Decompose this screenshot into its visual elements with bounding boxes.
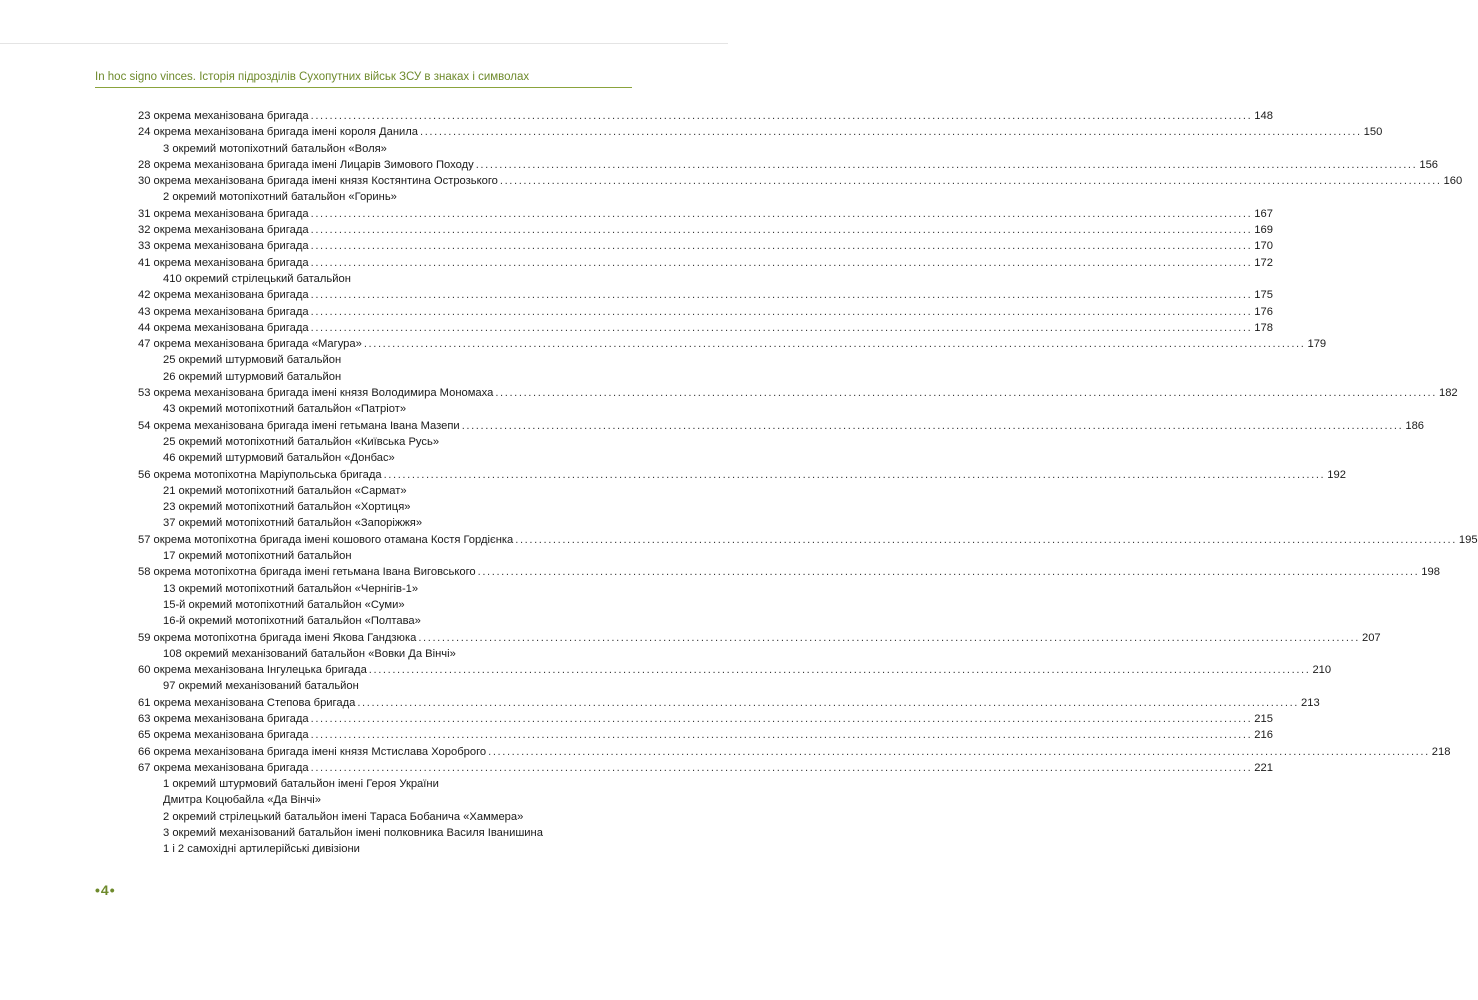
dot-leader: ........................................................................................................................................................................................................ [383, 468, 1326, 481]
running-header: In hoc signo vinces. Історія підрозділів Сухопутних військ ЗСУ в знаках і символах [95, 71, 530, 83]
dot-leader: ........................................................................................................................................................................................................ [499, 175, 1442, 188]
toc-entry [138, 548, 612, 564]
toc-entry [138, 434, 612, 450]
toc-entry [138, 336, 1327, 352]
toc-entry [138, 564, 1440, 580]
toc-entry-title: 97 окремий механізований батальйон [163, 680, 359, 693]
toc-entry [138, 825, 612, 841]
toc-entry [138, 662, 1332, 678]
toc-entry-title: 2 окремий мотопіхотний батальйон «Горинь» [163, 191, 397, 204]
dot-leader: ........................................................................................................................................................................................................ [310, 712, 1253, 725]
toc-entry-page: 218 [1431, 745, 1451, 758]
toc-entry-title: 65 окрема механізована бригада [138, 729, 309, 742]
toc-entry-title: 60 окрема механізована Інгулецька бригада [138, 664, 367, 677]
toc-entry [138, 711, 1273, 727]
toc-entry [138, 727, 1273, 743]
toc-entry [138, 369, 612, 385]
dot-leader: ........................................................................................................................................................................................................ [310, 321, 1253, 334]
toc-entry-title: 1 і 2 самохідні артилерійські дивізіони [163, 843, 360, 856]
toc-entry [138, 352, 612, 368]
toc-entry-title: 25 окремий мотопіхотний батальйон «Київська Русь» [163, 435, 440, 448]
dot-leader: ........................................................................................................................................................................................................ [495, 387, 1437, 400]
toc-entry-title: 58 окрема мотопіхотна бригада імені гетьмана Івана Виговського [138, 566, 476, 579]
toc-entry-title: 28 окрема механізована бригада імені Лицарів Зимового Походу [138, 158, 474, 171]
dot-leader: ........................................................................................................................................................................................................ [357, 696, 1299, 709]
page-number: •4• [95, 882, 116, 898]
toc-entry-page: 210 [1312, 664, 1332, 677]
toc-entry-title: 46 окремий штурмовий батальйон «Донбас» [163, 452, 395, 465]
toc-entry-title: 108 окремий механізований батальйон «Вовки Да Вінчі» [163, 647, 456, 660]
toc-entry [138, 515, 612, 531]
toc-entry [138, 695, 1320, 711]
toc-entry-page: 216 [1254, 729, 1273, 742]
toc-entry-page: 150 [1363, 126, 1383, 139]
dot-leader: ........................................................................................................................................................................................................ [310, 256, 1253, 269]
toc-entry [138, 206, 1273, 222]
toc-entry [138, 776, 612, 792]
toc-entry-page: 156 [1419, 158, 1439, 171]
toc-entry-page: 169 [1254, 224, 1273, 237]
dot-leader: ........................................................................................................................................................................................................ [310, 224, 1253, 237]
dot-leader: ........................................................................................................................................................................................................ [310, 305, 1253, 318]
dot-leader: ........................................................................................................................................................................................................ [515, 533, 1457, 546]
toc-entry [138, 630, 1381, 646]
toc-entry [138, 792, 612, 808]
toc-entry-title: 33 окрема механізована бригада [138, 240, 309, 253]
toc-entry-title: 25 окремий штурмовий батальйон [163, 354, 342, 367]
toc-entry-title: 42 окрема механізована бригада [138, 289, 309, 302]
toc-entry-title: 30 окрема механізована бригада імені князя Костянтина Острозького [138, 175, 498, 188]
dot-leader: ........................................................................................................................................................................................................ [310, 289, 1253, 302]
toc-entry [138, 401, 612, 417]
toc-entry [138, 597, 612, 613]
dot-leader: ........................................................................................................................................................................................................ [368, 664, 1311, 677]
toc-entry [138, 385, 1458, 401]
toc-entry-title: 63 окрема механізована бригада [138, 712, 309, 725]
toc-entry-title: Дмитра Коцюбайла «Да Вінчі» [163, 794, 322, 807]
toc-entry [138, 222, 1273, 238]
toc-entry [138, 760, 1273, 776]
toc-entry-page: 192 [1327, 468, 1346, 481]
toc-entry [138, 483, 612, 499]
toc-entry-title: 57 окрема мотопіхотна бригада імені кошового отамана Костя Гордієнка [138, 533, 514, 546]
toc-entry [138, 141, 612, 157]
toc-entry [138, 304, 1273, 320]
toc-entry-title: 23 окрема механізована бригада [138, 110, 309, 122]
toc-entry-title: 67 окрема механізована бригада [138, 761, 309, 774]
toc-entry-page: 186 [1405, 419, 1425, 432]
toc-entry [138, 418, 1425, 434]
toc-entry-title: 54 окрема механізована бригада імені гетьмана Івана Мазепи [138, 419, 460, 432]
header-rule [95, 87, 632, 88]
toc-entry [138, 841, 612, 857]
toc-entry [138, 499, 612, 515]
toc-entry-page: 221 [1254, 761, 1273, 774]
toc-entry [138, 124, 1383, 140]
toc-entry-title: 32 окрема механізована бригада [138, 224, 309, 237]
toc-entry-title: 53 окрема механізована бригада імені князя Володимира Мономаха [138, 387, 494, 400]
toc-entry [138, 809, 612, 825]
toc-entry [138, 238, 1273, 254]
toc-entry [138, 108, 1273, 124]
dot-leader: ........................................................................................................................................................................................................ [310, 110, 1253, 122]
toc-entry-title: 410 окремий стрілецький батальйон [163, 272, 351, 285]
dot-leader: ........................................................................................................................................................................................................ [310, 207, 1253, 220]
toc-entry [138, 613, 612, 629]
toc-entry-title: 43 окрема механізована бригада [138, 305, 309, 318]
toc-entry-page: 182 [1438, 387, 1458, 400]
toc-entry-page: 195 [1458, 533, 1478, 546]
toc-entry-title: 61 окрема механізована Степова бригада [138, 696, 356, 709]
dot-leader: ........................................................................................................................................................................................................ [475, 158, 1418, 171]
top-divider [0, 43, 728, 44]
toc-entry-title: 21 окремий мотопіхотний батальйон «Сармат» [163, 484, 407, 497]
toc-entry-page: 176 [1254, 305, 1273, 318]
toc-entry [138, 744, 1451, 760]
toc-entry-title: 2 окремий стрілецький батальйон імені Тараса Бобанича «Хаммера» [163, 810, 524, 823]
toc-entry [138, 678, 612, 694]
dot-leader: ........................................................................................................................................................................................................ [310, 761, 1253, 774]
toc-entry-page: 213 [1301, 696, 1320, 709]
toc-entry-title: 44 окрема механізована бригада [138, 321, 309, 334]
toc-entry-page: 148 [1254, 110, 1273, 122]
toc-entry [138, 320, 1273, 336]
toc-entry-title: 16-й окремий мотопіхотний батальйон «Полтава» [163, 615, 421, 628]
toc-entry-page: 198 [1421, 566, 1440, 579]
toc-entry-page: 179 [1307, 338, 1327, 351]
toc-entry [138, 450, 612, 466]
toc-entry [138, 255, 1273, 271]
toc-entry-title: 23 окремий мотопіхотний батальйон «Хортиця» [163, 501, 411, 514]
toc-entry [138, 581, 612, 597]
toc-entry-title: 3 окремий механізований батальйон імені полковника Василя Іванишина [163, 827, 543, 840]
dot-leader: ........................................................................................................................................................................................................ [488, 745, 1430, 758]
toc-entry-title: 31 окрема механізована бригада [138, 207, 309, 220]
toc-entry-title: 17 окремий мотопіхотний батальйон [163, 550, 352, 563]
dot-leader: ........................................................................................................................................................................................................ [310, 729, 1253, 742]
toc-entry-title: 26 окремий штурмовий батальйон [163, 370, 342, 383]
toc-entry-page: 170 [1254, 240, 1273, 253]
toc-entry-page: 175 [1254, 289, 1273, 302]
toc-entry-title: 41 окрема механізована бригада [138, 256, 309, 269]
dot-leader: ........................................................................................................................................................................................................ [477, 566, 1420, 579]
toc-entry-page: 215 [1254, 712, 1273, 725]
dot-leader: ........................................................................................................................................................................................................ [418, 631, 1360, 644]
toc-entry [138, 646, 612, 662]
dot-leader: ........................................................................................................................................................................................................ [461, 419, 1404, 432]
toc-entry-title: 15-й окремий мотопіхотний батальйон «Суми» [163, 598, 405, 611]
toc-entry-title: 43 окремий мотопіхотний батальйон «Патріот» [163, 403, 407, 416]
toc-entry-title: 66 окрема механізована бригада імені князя Мстислава Хороброго [138, 745, 487, 758]
toc-entry-page: 160 [1443, 175, 1463, 188]
toc-entry-title: 1 окремий штурмовий батальйон імені Героя України [163, 778, 439, 791]
table-of-contents [138, 108, 1478, 858]
toc-entry-title: 24 окрема механізована бригада імені короля Данила [138, 126, 419, 139]
toc-entry [138, 532, 1478, 548]
toc-entry [138, 157, 1439, 173]
toc-entry [138, 173, 1463, 189]
toc-entry-title: 59 окрема мотопіхотна бригада імені Якова Гандзюка [138, 631, 417, 644]
toc-entry-title: 37 окремий мотопіхотний батальйон «Запоріжжя» [163, 517, 423, 530]
toc-entry-page: 207 [1361, 631, 1381, 644]
toc-entry-title: 56 окрема мотопіхотна Маріупольська бригада [138, 468, 382, 481]
dot-leader: ........................................................................................................................................................................................................ [420, 126, 1362, 139]
toc-entry-title: 3 окремий мотопіхотний батальйон «Воля» [163, 142, 387, 155]
toc-entry-page: 172 [1254, 256, 1273, 269]
toc-entry-title: 47 окрема механізована бригада «Магура» [138, 338, 362, 351]
toc-entry [138, 287, 1273, 303]
toc-entry [138, 271, 612, 287]
toc-entry-page: 178 [1254, 321, 1273, 334]
toc-entry-page: 167 [1254, 207, 1273, 220]
toc-entry-title: 13 окремий мотопіхотний батальйон «Чернігів-1» [163, 582, 419, 595]
toc-entry [138, 189, 612, 205]
dot-leader: ........................................................................................................................................................................................................ [310, 240, 1253, 253]
toc-entry [138, 467, 1346, 483]
dot-leader: ........................................................................................................................................................................................................ [363, 338, 1306, 351]
